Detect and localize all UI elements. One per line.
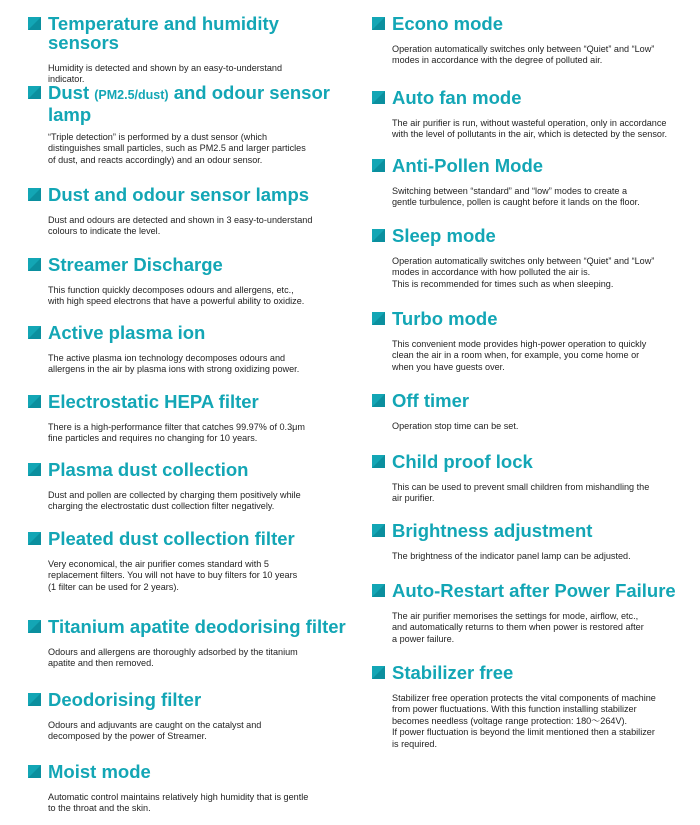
feature-child-proof-lock [372,452,698,505]
teal-square-bullet-icon [372,524,385,537]
feature-turbo-mode [372,309,698,373]
feature-title-text: Brightness adjustment [392,520,593,541]
feature-title [372,156,698,175]
teal-square-bullet-icon [372,159,385,172]
feature-title-text: Titanium apatite deodorising filter [48,616,346,637]
feature-title [28,617,348,636]
feature-description: Very economical, the air purifier comes standard with 5 replacement filters. You will not have to buy filters for 10 years (1 filter can be used for 2 years). [48,559,298,592]
feature-title-text: Turbo mode [392,308,498,329]
feature-description: The air purifier is run, without wasteful operation, only in accordance with the level of pollutants in the air, which is detected by the sensor. [392,118,667,140]
teal-square-bullet-icon [372,91,385,104]
feature-deodorising-filter [28,690,348,743]
feature-econo-mode [372,14,698,67]
feature-electrostatic-hepa-filter [28,392,348,445]
feature-title [28,83,348,124]
teal-square-bullet-icon [372,584,385,597]
feature-temperature-humidity-sensors [28,14,348,86]
feature-moist-mode [28,762,348,815]
feature-title [28,460,348,479]
feature-title [28,14,348,52]
teal-square-bullet-icon [28,532,41,545]
feature-titanium-apatite-deodorising-filter [28,617,348,670]
feature-title [372,581,698,600]
feature-description: “Triple detection” is performed by a dust sensor (which distinguishes small particles, such as PM2.5 and larger particles of dust, and reacts accordingly) and an odour sensor. [48,132,306,165]
feature-streamer-discharge [28,255,348,308]
feature-description: Automatic control maintains relatively high humidity that is gentle to the throat and the skin. [48,792,309,814]
feature-title-text: Moist mode [48,761,151,782]
feature-auto-restart-after-power-failure [372,581,698,645]
teal-square-bullet-icon [372,394,385,407]
feature-title [372,663,698,682]
feature-title-text: Dust and odour sensor lamps [48,184,310,205]
teal-square-bullet-icon [28,258,41,271]
feature-title [372,521,698,540]
feature-title [372,309,698,328]
feature-title-text-rest: and odour sensor [173,82,330,103]
feature-title [28,762,348,781]
feature-off-timer [372,391,698,432]
feature-title-text-line2: lamp [48,104,92,125]
feature-title-text: Pleated dust collection filter [48,528,295,549]
teal-square-bullet-icon [372,229,385,242]
teal-square-bullet-icon [28,620,41,633]
feature-title-subtext: (PM2.5/dust) [94,88,169,102]
feature-description: The active plasma ion technology decomposes odours and allergens in the air by plasma ions with strong oxidizing power. [48,353,300,375]
feature-title [28,185,348,204]
feature-title-text: Dust [48,82,90,103]
feature-description: Stabilizer free operation protects the vital components of machine from power fluctuations. With this function installing stabilizer becomes needless (voltage range protection: 180～264V). If power fluctuation is beyond the limit mentioned then a stabilizer is required. [392,693,656,749]
teal-square-bullet-icon [372,455,385,468]
feature-dust-odour-sensor-lamps [28,185,348,238]
feature-title-text: Sleep mode [392,225,496,246]
teal-square-bullet-icon [28,17,41,30]
feature-title-text: Deodorising filter [48,689,202,710]
feature-description: Humidity is detected and shown by an easy-to-understand indicator. [48,63,283,85]
feature-sleep-mode [372,226,698,290]
feature-title [372,391,698,410]
feature-description: This convenient mode provides high-power operation to quickly clean the air in a room when, for example, you come home or when you have guests over. [392,339,647,372]
feature-title [372,14,698,33]
feature-title [372,452,698,471]
feature-description: Dust and pollen are collected by charging them positively while charging the electrostatic dust collection filter negatively. [48,490,301,512]
teal-square-bullet-icon [28,395,41,408]
teal-square-bullet-icon [28,765,41,778]
feature-title-text: Anti-Pollen Mode [392,155,544,176]
feature-description: Odours and allergens are thoroughly adsorbed by the titanium apatite and then removed. [48,647,298,669]
feature-title-text: Active plasma ion [48,322,206,343]
feature-title [28,255,348,274]
feature-stabilizer-free [372,663,698,750]
teal-square-bullet-icon [28,326,41,339]
feature-title-text: Econo mode [392,13,504,34]
feature-description: Odours and adjuvants are caught on the catalyst and decomposed by the power of Streamer. [48,720,262,742]
feature-title-text: Auto fan mode [392,87,522,108]
feature-title [28,323,348,342]
feature-dust-odour-sensor-lamp [28,83,348,166]
feature-title-text: Temperature and humidity sensors [48,13,279,53]
feature-plasma-dust-collection [28,460,348,513]
feature-title [28,529,348,548]
teal-square-bullet-icon [28,188,41,201]
feature-title-text: Child proof lock [392,451,533,472]
feature-description: This function quickly decomposes odours and allergens, etc., with high speed electrons that have a powerful ability to oxidize. [48,285,305,307]
teal-square-bullet-icon [372,666,385,679]
feature-title-text: Auto-Restart after Power Failure [392,580,676,601]
feature-description: The air purifier memorises the settings for mode, airflow, etc., and automatically returns to them when power is restored after a power failure. [392,611,644,644]
feature-active-plasma-ion [28,323,348,376]
feature-title [28,392,348,411]
feature-description: The brightness of the indicator panel lamp can be adjusted. [392,551,631,561]
feature-title [372,226,698,245]
teal-square-bullet-icon [28,463,41,476]
teal-square-bullet-icon [28,693,41,706]
feature-brightness-adjustment [372,521,698,562]
feature-title-text: Stabilizer free [392,662,514,683]
feature-description: Switching between “standard” and “low” modes to create a gentle turbulence, pollen is caught before it lands on the floor. [392,186,640,208]
feature-description: Operation automatically switches only between “Quiet” and “Low” modes in accordance with how polluted the air is. This is recommended for times such as when sleeping. [392,256,655,289]
feature-title [28,690,348,709]
feature-description: Operation stop time can be set. [392,421,519,431]
feature-title [372,88,698,107]
feature-title-text: Electrostatic HEPA filter [48,391,259,412]
feature-title-text: Off timer [392,390,470,411]
teal-square-bullet-icon [372,312,385,325]
feature-title-text: Plasma dust collection [48,459,249,480]
feature-title-text: Streamer Discharge [48,254,223,275]
feature-auto-fan-mode [372,88,698,141]
teal-square-bullet-icon [28,86,41,99]
teal-square-bullet-icon [372,17,385,30]
feature-description: This can be used to prevent small children from mishandling the air purifier. [392,482,650,504]
feature-description: There is a high-performance filter that catches 99.97% of 0.3μm fine particles and requires no changing for 10 years. [48,422,305,444]
feature-description: Dust and odours are detected and shown in 3 easy-to-understand colours to indicate the level. [48,215,313,237]
feature-anti-pollen-mode [372,156,698,209]
feature-description: Operation automatically switches only between “Quiet” and “Low” modes in accordance with the degree of polluted air. [392,44,655,66]
feature-pleated-dust-collection-filter [28,529,348,593]
